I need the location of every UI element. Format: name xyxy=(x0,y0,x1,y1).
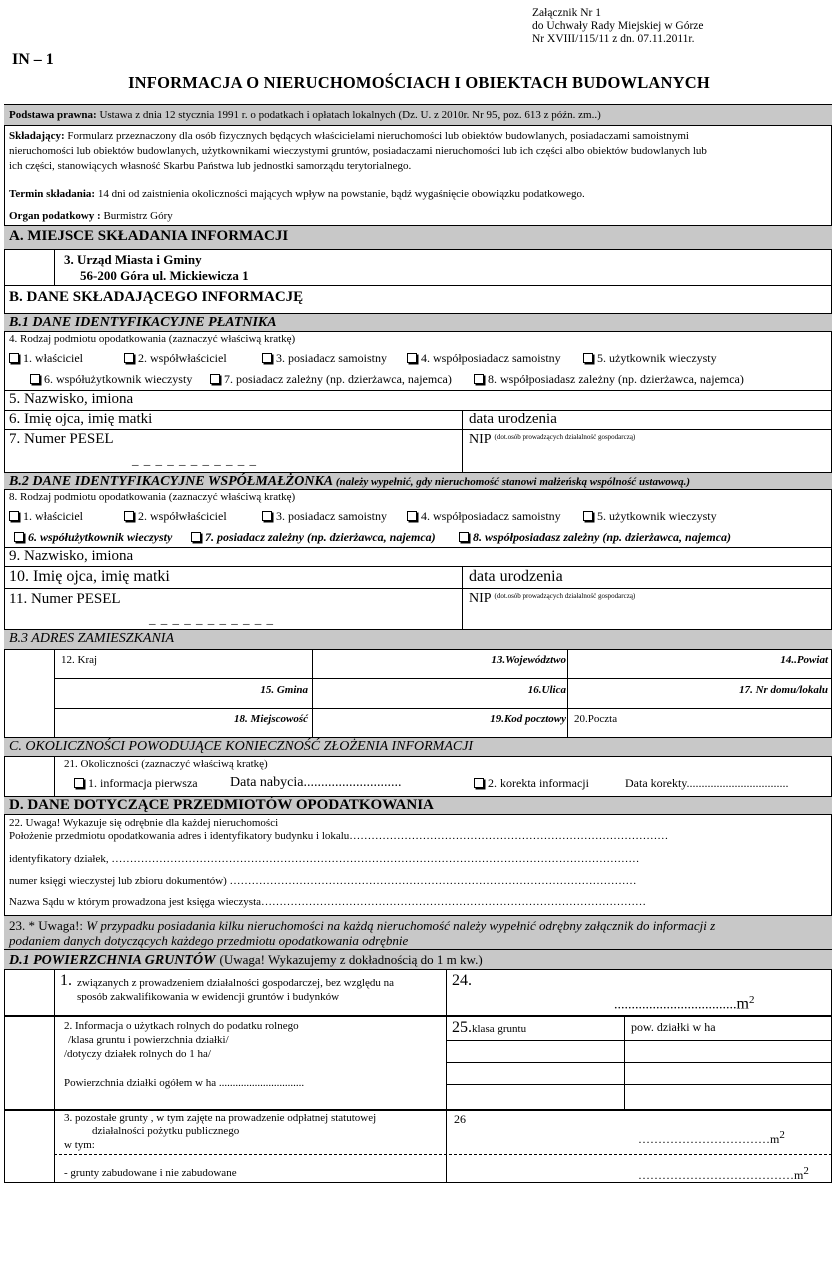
b3-county-label[interactable]: 14..Powiat xyxy=(780,654,828,666)
d-warning-line-1: W przypadku posiadania kilku nieruchomości na każdą nieruchomość należy wypełnić odrębny załącznik do informacji z xyxy=(86,918,716,933)
b1-opt6-label: 6. współużytkownik wieczysty xyxy=(44,372,193,386)
d1-row3-dots[interactable]: …………………………… xyxy=(638,1132,770,1146)
d1-row-3 xyxy=(4,1109,832,1182)
b1-birth-label[interactable]: data urodzenia xyxy=(469,411,557,427)
b2-opt5-label: 5. użytkownik wieczysty xyxy=(597,509,717,523)
section-d1-header xyxy=(4,949,832,969)
d1-row1-field[interactable]: 24. xyxy=(452,972,472,989)
section-b-title: B. DANE SKŁADAJĄCEGO INFORMACJĘ xyxy=(9,289,304,305)
c-corr-date[interactable]: Data korekty.................................. xyxy=(625,776,789,790)
b2-opt3-label: 3. posiadacz samoistny xyxy=(276,509,387,523)
b1-opt8-checkbox[interactable] xyxy=(474,374,484,384)
b2-name-row[interactable] xyxy=(4,547,832,566)
b2-opt7-label: 7. posiadacz zależny (np. dzierżawca, najemca) xyxy=(205,530,436,544)
office-line-2: 56-200 Góra ul. Mickiewicza 1 xyxy=(80,268,249,283)
b2-nip-note: (dot.osób prowadzących działalność gospodarczą) xyxy=(494,592,636,600)
b1-opt4-label: 4. współposiadacz samoistny xyxy=(421,351,561,365)
c-opt1-checkbox[interactable] xyxy=(74,778,84,788)
b1-subject-type-label: 4. Rodzaj podmiotu opodatkowania (zaznaczyć właściwą kratkę) xyxy=(9,333,296,345)
deadline-text: 14 dni od zaistnienia okoliczności mających wpływ na powstanie, bądź wygaśnięcie obowiązku podatkowego. xyxy=(97,188,585,200)
b2-opt3-checkbox[interactable] xyxy=(262,511,272,521)
section-d-header xyxy=(4,796,832,814)
d1-row2-field: 25. xyxy=(452,1019,472,1036)
b1-opt4-checkbox[interactable] xyxy=(407,353,417,363)
d1-row2-line-2: /klasa gruntu i powierzchnia działki/ xyxy=(68,1034,229,1046)
d1-row3-field: 26 xyxy=(454,1112,466,1126)
annex-line-1: Załącznik Nr 1 xyxy=(532,7,601,19)
b2-opt6-checkbox[interactable] xyxy=(14,532,24,542)
b3-voivodeship-label[interactable]: 13.Województwo xyxy=(491,654,566,666)
d1-row2-total[interactable]: Powierzchnia działki ogółem w ha ............................... xyxy=(64,1077,305,1089)
legal-basis-label: Podstawa prawna: xyxy=(9,109,97,121)
c-acq-date[interactable]: Data nabycia............................ xyxy=(230,775,402,790)
d1-row3-unit: m xyxy=(770,1132,780,1146)
d-note: 22. Uwaga! Wykazuje się odrębnie dla każdej nieruchomości xyxy=(9,817,279,829)
d1-row3-line-3: w tym: xyxy=(64,1139,95,1151)
section-b2-header xyxy=(4,472,832,489)
section-a-header xyxy=(4,225,832,249)
b3-town-label[interactable]: 18. Miejscowość xyxy=(234,713,308,725)
b1-pesel-dashes: _ _ _ _ _ _ _ _ _ _ _ xyxy=(132,452,257,467)
d1-row3-sub-unit-sq: 2 xyxy=(803,1165,809,1177)
b1-opt1-label: 1. właściciel xyxy=(23,351,83,365)
legal-basis-row xyxy=(4,104,832,125)
b1-opt2-label: 2. współwłaściciel xyxy=(138,351,227,365)
d1-row1-unit: m xyxy=(736,995,749,1013)
submitters-line-1: Formularz przeznaczony dla osób fizycznych będących właścicielami nieruchomości lub obiektów budowlanych, posiadaczami samoistnymi xyxy=(67,130,689,142)
b3-postal-code-label[interactable]: 19.Kod pocztowy xyxy=(490,713,566,725)
d1-row1-num: 1. xyxy=(60,972,72,989)
b2-opt2-label: 2. współwłaściciel xyxy=(138,509,227,523)
b1-subject-type xyxy=(4,331,832,390)
b2-pesel-label[interactable]: 11. Numer PESEL xyxy=(9,591,121,607)
b2-nip-label[interactable]: NIP xyxy=(469,591,492,606)
section-b-header xyxy=(4,285,832,313)
d-warning xyxy=(4,915,832,949)
intro-block xyxy=(4,125,832,225)
b2-opt8-checkbox[interactable] xyxy=(459,532,469,542)
section-d1-title: D.1 POWIERZCHNIA GRUNTÓW xyxy=(9,953,216,968)
d1-row1-dots[interactable]: ................................... xyxy=(614,997,737,1013)
b2-opt1-label: 1. właściciel xyxy=(23,509,83,523)
page-title: INFORMACJA O NIERUCHOMOŚCIACH I OBIEKTACH BUDOWLANYCH xyxy=(128,73,710,92)
tax-authority-label: Organ podatkowy : xyxy=(9,210,101,222)
tax-authority-text: Burmistrz Góry xyxy=(103,210,173,222)
b2-pesel-dashes: _ _ _ _ _ _ _ _ _ _ _ xyxy=(149,611,274,626)
d1-row2-class[interactable]: klasa gruntu xyxy=(472,1023,527,1035)
section-b2-title: B.2 DANE IDENTYFIKACYJNE WSPÓŁMAŁŻONKA xyxy=(9,474,333,489)
b1-opt7-label: 7. posiadacz zależny (np. dzierżawca, najemca) xyxy=(224,372,452,386)
section-b2-note: (należy wypełnić, gdy nieruchomość stanowi małżeńską wspólność ustawową.) xyxy=(335,476,691,488)
d1-row3-line-1: 3. pozostałe grunty , w tym zajęte na prowadzenie odpłatnej statutowej xyxy=(64,1112,377,1124)
d-land-register[interactable]: numer księgi wieczystej lub zbioru dokumentów) ………………………………………………………………………………………………… xyxy=(9,875,637,887)
b3-address-grid xyxy=(4,649,832,737)
b1-opt2-checkbox[interactable] xyxy=(124,353,134,363)
b1-opt8-label: 8. współposiadasz zależny (np. dzierżawca, najemca) xyxy=(488,372,744,386)
c-label: 21. Okoliczności (zaznaczyć właściwą kratkę) xyxy=(64,758,268,770)
b1-pesel-row xyxy=(4,429,832,472)
section-d-body xyxy=(4,814,832,915)
b2-opt6-label: 6. współużytkownik wieczysty xyxy=(28,530,173,544)
b2-opt4-label: 4. współposiadacz samoistny xyxy=(421,509,561,523)
deadline-label: Termin składania: xyxy=(9,188,96,200)
d-warning-prefix: 23. * Uwaga!: xyxy=(9,918,84,933)
b2-opt1-checkbox[interactable] xyxy=(9,511,19,521)
b1-opt6-checkbox[interactable] xyxy=(30,374,40,384)
b1-nip-label[interactable]: NIP xyxy=(469,432,492,447)
submitters-label: Składający: xyxy=(9,130,65,142)
c-opt2-label: 2. korekta informacji xyxy=(488,776,589,790)
b2-parents-label[interactable]: 10. Imię ojca, imię matki xyxy=(9,568,170,585)
c-opt1-label: 1. informacja pierwsza xyxy=(88,776,198,790)
section-b3-header xyxy=(4,629,832,649)
section-a-body xyxy=(4,249,832,285)
d1-row3-sub: - grunty zabudowane i nie zabudowane xyxy=(64,1167,237,1179)
d1-row3-unit-sq: 2 xyxy=(779,1129,785,1141)
section-b1-title: B.1 DANE IDENTYFIKACYJNE PŁATNIKA xyxy=(9,315,277,330)
submitters-line-3: ich części, stanowiących własność Skarbu Państwa lub jednostki samorządu terytorialnego. xyxy=(9,160,412,172)
submitters-line-2: nieruchomości lub obiektów budowlanych, użytkownikami wieczystymi gruntów, posiadaczami nieruchomości lub ich części albo obiektów budowlanych lub xyxy=(9,145,707,157)
section-c-body xyxy=(4,756,832,796)
b3-country-label[interactable]: 12. Kraj xyxy=(61,654,98,666)
b3-street-label[interactable]: 16.Ulica xyxy=(527,684,566,696)
d1-row3-sub-dots[interactable]: ………………………………… xyxy=(638,1168,794,1182)
b2-opt2-checkbox[interactable] xyxy=(124,511,134,521)
b3-commune-label[interactable]: 15. Gmina xyxy=(260,684,308,696)
b3-post-office-label[interactable]: 20.Poczta xyxy=(574,713,618,725)
b1-nip-note: (dot.osób prowadzących działalność gospodarczą) xyxy=(494,433,636,441)
c-opt2-checkbox[interactable] xyxy=(474,778,484,788)
b2-name-label: 9. Nazwisko, imiona xyxy=(9,548,134,564)
b2-opt5-checkbox[interactable] xyxy=(583,511,593,521)
section-a-title: A. MIEJSCE SKŁADANIA INFORMACJI xyxy=(9,228,289,244)
section-c-title: C. OKOLICZNOŚCI POWODUJĄCE KONIECZNOŚĆ ZŁOŻENIA INFORMACJI xyxy=(9,739,474,754)
b3-house-no-label[interactable]: 17. Nr domu/lokalu xyxy=(739,684,828,696)
legal-basis-text: Ustawa z dnia 12 stycznia 1991 r. o podatkach i opłatach lokalnych (Dz. U. z 2010r. Nr 95, poz. 613 z późn. zm..) xyxy=(99,109,601,121)
b1-parents-row xyxy=(4,410,832,429)
b2-subject-type xyxy=(4,489,832,547)
d1-row2-line-3: /dotyczy działek rolnych do 1 ha/ xyxy=(64,1048,211,1060)
d-plot-ids[interactable]: identyfikatory działek, ……………………………………………………………………………………………………………………………… xyxy=(9,853,640,865)
b2-subject-type-label: 8. Rodzaj podmiotu opodatkowania (zaznaczyć właściwą kratkę) xyxy=(9,491,296,503)
annex-line-2: do Uchwały Rady Miejskiej w Górze xyxy=(532,20,704,32)
b1-parents-label[interactable]: 6. Imię ojca, imię matki xyxy=(9,411,153,427)
b1-opt3-checkbox[interactable] xyxy=(262,353,272,363)
section-b3-title: B.3 ADRES ZAMIESZKANIA xyxy=(9,631,175,646)
d1-row2-area[interactable]: pow. działki w ha xyxy=(631,1020,716,1034)
b2-opt7-checkbox[interactable] xyxy=(191,532,201,542)
section-d-title: D. DANE DOTYCZĄCE PRZEDMIOTÓW OPODATKOWANIA xyxy=(9,797,434,813)
b2-opt8-label: 8. współposiadasz zależny (np. dzierżawca, najemca) xyxy=(473,530,732,544)
d1-row1-unit-sq: 2 xyxy=(748,994,755,1006)
b1-opt5-label: 5. użytkownik wieczysty xyxy=(597,351,717,365)
b1-name-row[interactable] xyxy=(4,390,832,410)
b2-parents-row xyxy=(4,566,832,588)
d1-row2-line-1: 2. Informacja o użytkach rolnych do podatku rolnego xyxy=(64,1020,299,1032)
d-location[interactable]: Położenie przedmiotu opodatkowania adres i identyfikatory budynku i lokalu…………………………………………………………………………… xyxy=(9,830,669,842)
d1-row1-line-1: związanych z prowadzeniem działalności gospodarczej, bez względu na xyxy=(77,977,395,989)
b1-name-label: 5. Nazwisko, imiona xyxy=(9,391,134,407)
section-d1-note: (Uwaga! Wykazujemy z dokładnością do 1 m kw.) xyxy=(219,952,483,967)
form-bottom-border xyxy=(4,1182,832,1183)
b1-opt7-checkbox[interactable] xyxy=(210,374,220,384)
form-id: IN – 1 xyxy=(12,51,54,68)
d1-row3-line-2: działalności pożytku publicznego xyxy=(92,1125,240,1137)
b1-opt3-label: 3. posiadacz samoistny xyxy=(276,351,387,365)
section-b1-header xyxy=(4,313,832,331)
d-warning-line-2: podaniem danych dotyczących każdego przedmiotu opodatkowania odrębnie xyxy=(9,933,409,948)
annex-line-3: Nr XVIII/115/11 z dn. 07.11.2011r. xyxy=(532,33,695,45)
b2-birth-label[interactable]: data urodzenia xyxy=(469,568,563,585)
office-line-1: 3. Urząd Miasta i Gminy xyxy=(64,252,202,267)
b1-pesel-label[interactable]: 7. Numer PESEL xyxy=(9,431,114,447)
d1-row-1 xyxy=(4,969,832,1015)
d1-row-2 xyxy=(4,1015,832,1109)
d-court[interactable]: Nazwa Sądu w którym prowadzona jest księga wieczysta…………………………………………………………………………………………… xyxy=(9,896,647,908)
d1-row1-line-2: sposób zakwalifikowania w ewidencji gruntów i budynków xyxy=(77,991,340,1003)
b2-opt4-checkbox[interactable] xyxy=(407,511,417,521)
d1-row3-sub-unit: m xyxy=(794,1168,804,1182)
b1-opt1-checkbox[interactable] xyxy=(9,353,19,363)
section-c-header xyxy=(4,737,832,756)
annex-note xyxy=(532,7,704,46)
b2-pesel-row xyxy=(4,588,832,629)
b1-opt5-checkbox[interactable] xyxy=(583,353,593,363)
